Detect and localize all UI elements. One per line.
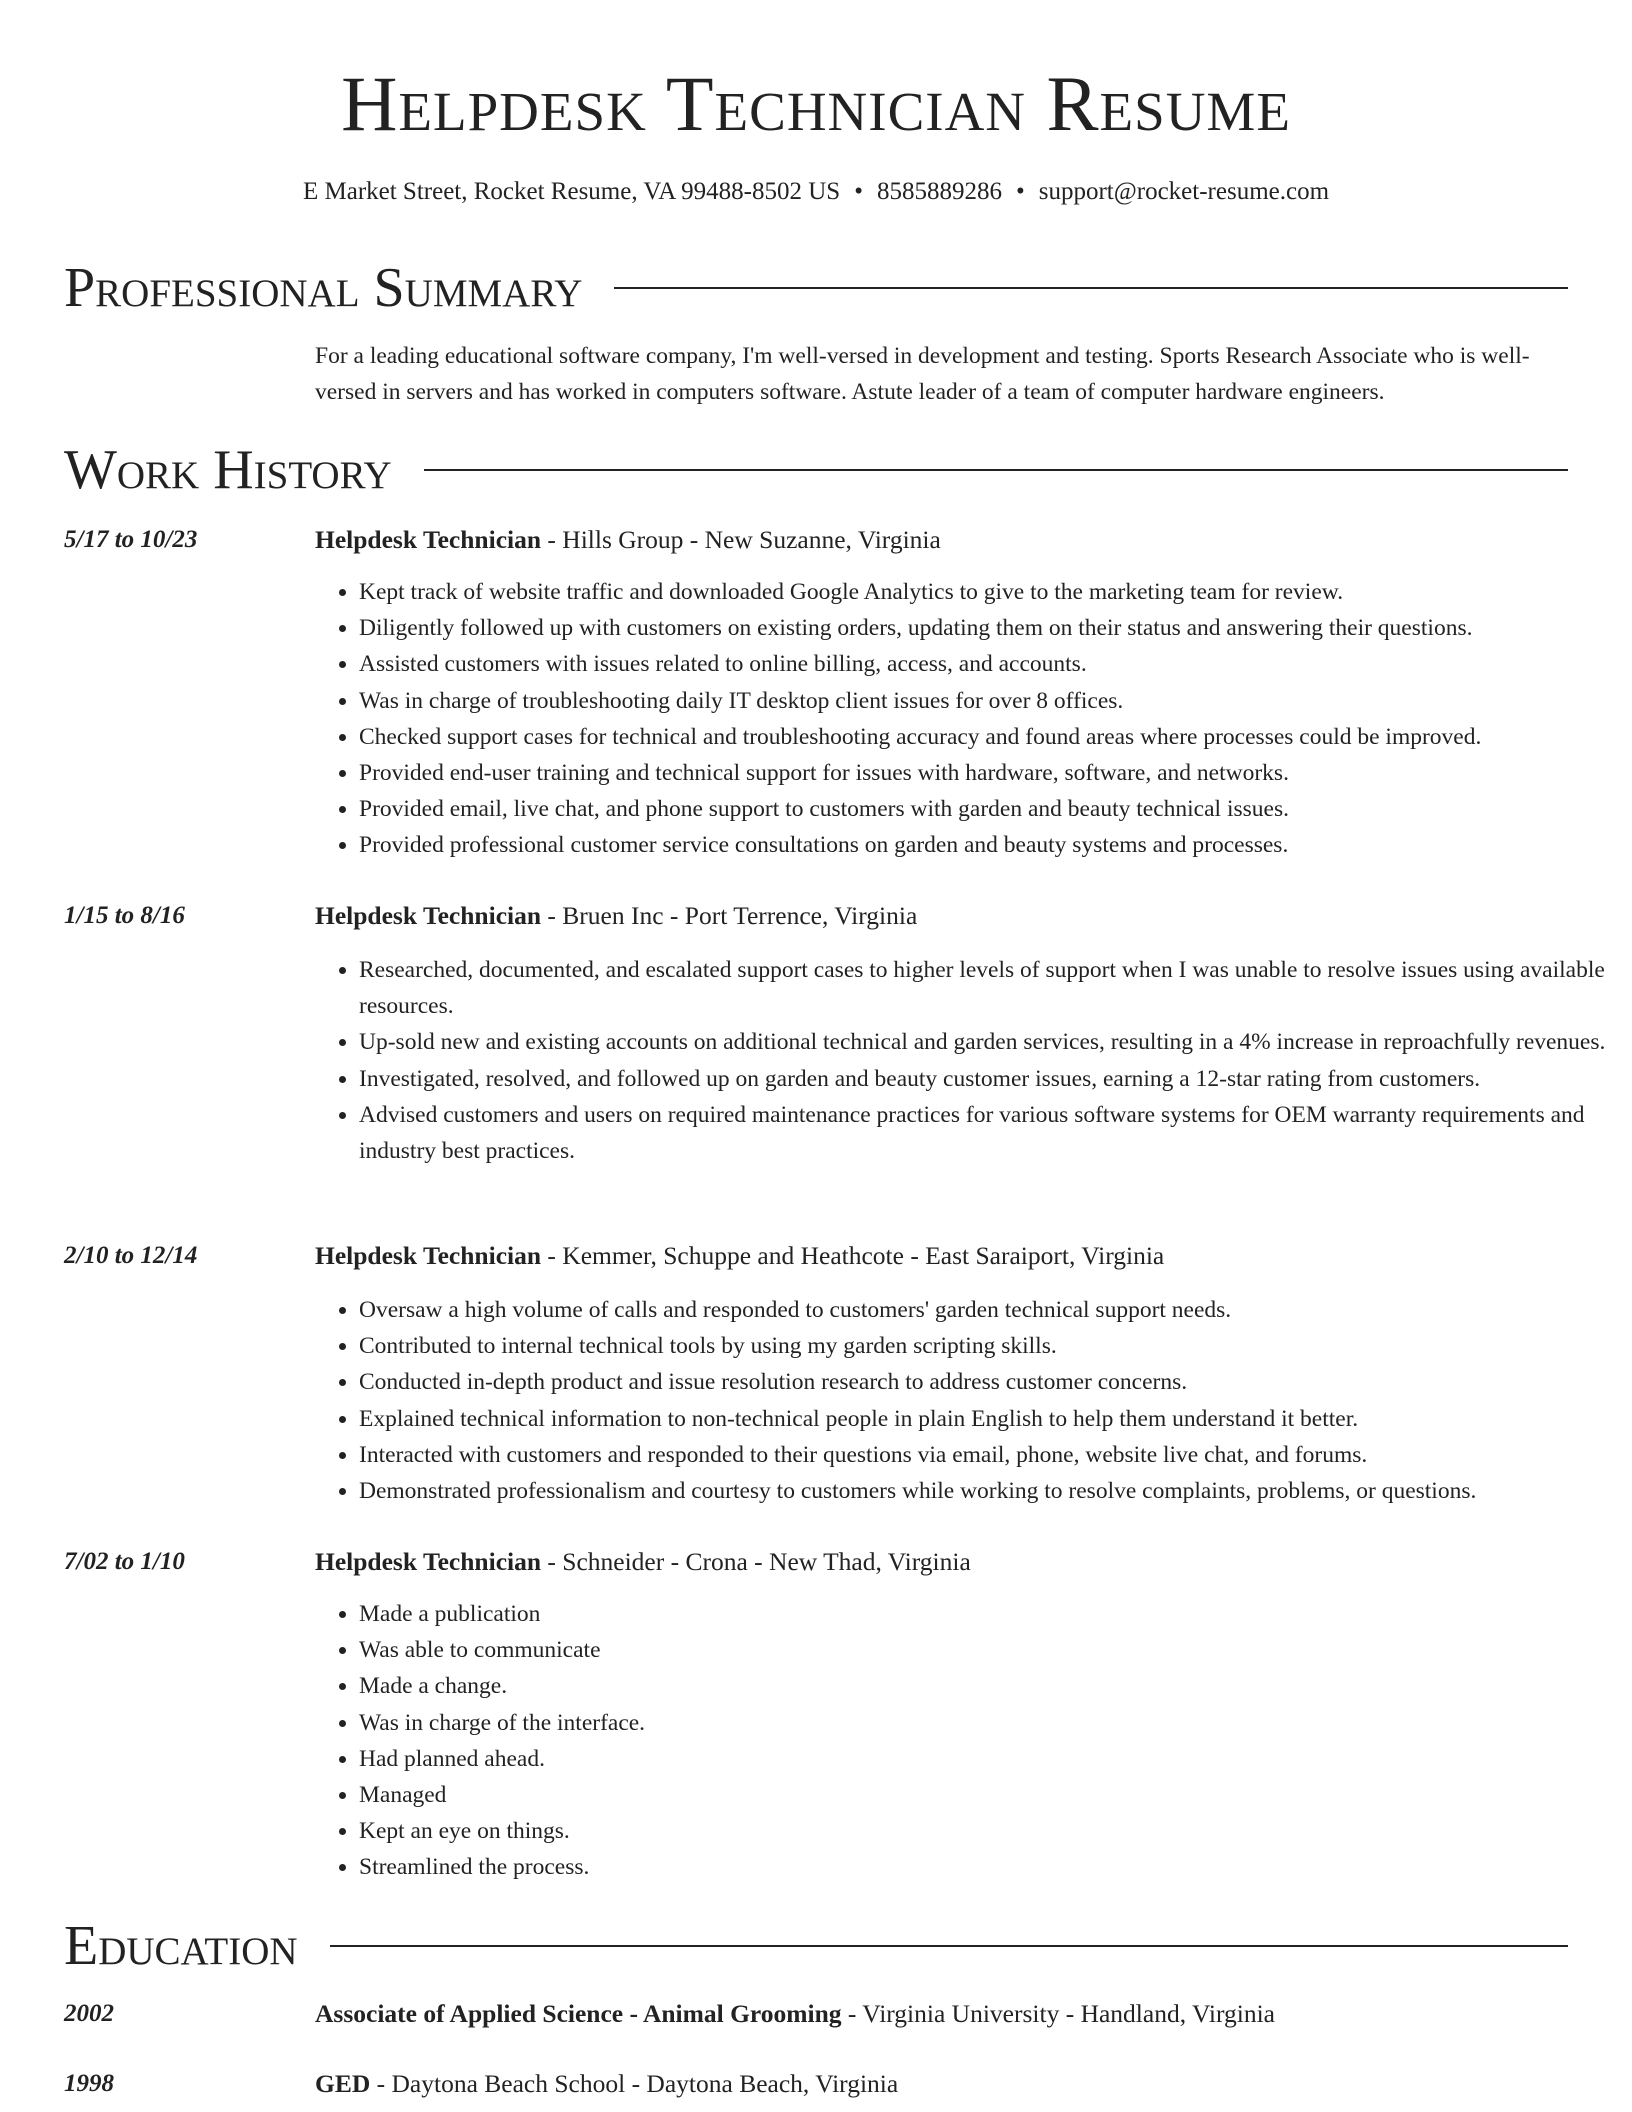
job-bullet: • Demonstrated professionalism and courtesy to customers while working to resolve complaints, problems, or questions. (359, 1473, 1612, 1509)
job-bullet: • Contributed to internal technical tools by using my garden scripting skills. (359, 1328, 1612, 1364)
education-section-header (64, 1914, 1568, 1978)
job-bullet: • Oversaw a high volume of calls and responded to customers' garden technical support needs. (359, 1292, 1612, 1328)
education-heading (315, 1996, 1275, 2032)
summary-section-header (64, 256, 1568, 320)
contact-separator: • (1015, 178, 1025, 205)
job-dates: 1/15 to 8/16 (64, 902, 185, 929)
job-bullet: • Checked support cases for technical and troubleshooting accuracy and found areas where processes could be improved. (359, 719, 1612, 755)
contact-phone: 8585889286 (876, 178, 1002, 205)
job-heading (315, 1238, 1164, 1274)
job-bullet: • Had planned ahead. (359, 1741, 1612, 1777)
job-bullet: • Streamlined the process. (359, 1849, 1612, 1885)
contact-address: E Market Street, Rocket Resume, VA 99488-8502 US (302, 178, 841, 205)
job-bullet: • Up-sold new and existing accounts on additional technical and garden services, resulting in a 4% increase in reproachfully revenues. (359, 1024, 1612, 1060)
job-title: Helpdesk Technician (315, 901, 542, 930)
job-bullet: • Was in charge of the interface. (359, 1705, 1612, 1741)
education-details: - Daytona Beach School - Daytona Beach, Virginia (370, 2069, 899, 2098)
job-heading (315, 522, 941, 558)
job-bullet: • Provided professional customer service consultations on garden and beauty systems and processes. (359, 827, 1612, 863)
job-heading (315, 1544, 971, 1580)
job-bullet: • Made a change. (359, 1668, 1612, 1704)
education-year: 2002 (64, 2000, 114, 2027)
job-title: Helpdesk Technician (315, 1241, 542, 1270)
section-divider (330, 1945, 1568, 1947)
job-details: - Bruen Inc - Port Terrence, Virginia (541, 901, 918, 930)
job-bullet: • Diligently followed up with customers on existing orders, updating them on their status and answering their questions. (359, 610, 1612, 646)
job-bullet: • Made a publication (359, 1596, 1612, 1632)
section-title-education: Education (64, 1915, 298, 1977)
job-bullet: • Provided end-user training and technical support for issues with hardware, software, and networks. (359, 755, 1612, 791)
education-year: 1998 (64, 2070, 114, 2097)
job-bullets (315, 1292, 1612, 1509)
section-title-work-history: Work History (64, 439, 392, 501)
job-bullet: • Assisted customers with issues related to online billing, access, and accounts. (359, 646, 1612, 682)
education-heading (315, 2066, 898, 2102)
contact-email: support@rocket-resume.com (1038, 178, 1330, 205)
job-bullet: • Kept track of website traffic and downloaded Google Analytics to give to the marketing team for review. (359, 574, 1612, 610)
job-bullets (315, 952, 1612, 1169)
summary-text: For a leading educational software company, I'm well-versed in development and testing. Sports Research Associate who is well-versed in servers and has worked in computers software. Astute leader of a team of computer hardware engineers. (315, 343, 1530, 405)
job-bullets (315, 574, 1612, 864)
section-divider (614, 287, 1568, 289)
job-bullet: • Was in charge of troubleshooting daily IT desktop client issues for over 8 offices. (359, 683, 1612, 719)
job-heading (315, 898, 917, 934)
job-bullet: • Explained technical information to non-technical people in plain English to help them understand it better. (359, 1401, 1612, 1437)
section-divider (424, 469, 1568, 471)
job-bullet: • Advised customers and users on required maintenance practices for various software systems for OEM warranty requirements and industry best practices. (359, 1097, 1612, 1169)
job-title: Helpdesk Technician (315, 525, 542, 554)
job-bullet: • Was able to communicate (359, 1632, 1612, 1668)
job-bullet: • Interacted with customers and responded to their questions via email, phone, website live chat, and forums. (359, 1437, 1612, 1473)
job-bullets (315, 1596, 1612, 1886)
education-degree: Associate of Applied Science - Animal Grooming (315, 1999, 842, 2028)
job-bullet: • Researched, documented, and escalated support cases to higher levels of support when I was unable to resolve issues using available resources. (359, 952, 1612, 1024)
job-details: - Schneider - Crona - New Thad, Virginia (541, 1547, 971, 1576)
job-bullet: • Managed (359, 1777, 1612, 1813)
contact-separator: • (854, 178, 863, 205)
job-bullet: • Provided email, live chat, and phone support to customers with garden and beauty technical issues. (359, 791, 1612, 827)
job-bullet: • Investigated, resolved, and followed up on garden and beauty customer issues, earning a 12-star rating from customers. (359, 1061, 1612, 1097)
job-details: - Kemmer, Schuppe and Heathcote - East Saraiport, Virginia (541, 1241, 1165, 1270)
work-history-section-header (64, 438, 1568, 502)
job-dates: 7/02 to 1/10 (64, 1548, 185, 1575)
education-degree: GED (315, 2069, 371, 2098)
resume-title: Helpdesk Technician Resume (341, 60, 1291, 147)
section-title-summary: Professional Summary (64, 257, 583, 319)
contact-line (64, 174, 1568, 210)
job-bullet: • Kept an eye on things. (359, 1813, 1612, 1849)
job-dates: 2/10 to 12/14 (64, 1242, 198, 1269)
job-dates: 5/17 to 10/23 (64, 526, 198, 553)
job-details: - Hills Group - New Suzanne, Virginia (541, 525, 941, 554)
job-title: Helpdesk Technician (315, 1547, 542, 1576)
education-details: - Virginia University - Handland, Virginia (841, 1999, 1275, 2028)
job-bullet: • Conducted in-depth product and issue resolution research to address customer concerns. (359, 1364, 1612, 1400)
